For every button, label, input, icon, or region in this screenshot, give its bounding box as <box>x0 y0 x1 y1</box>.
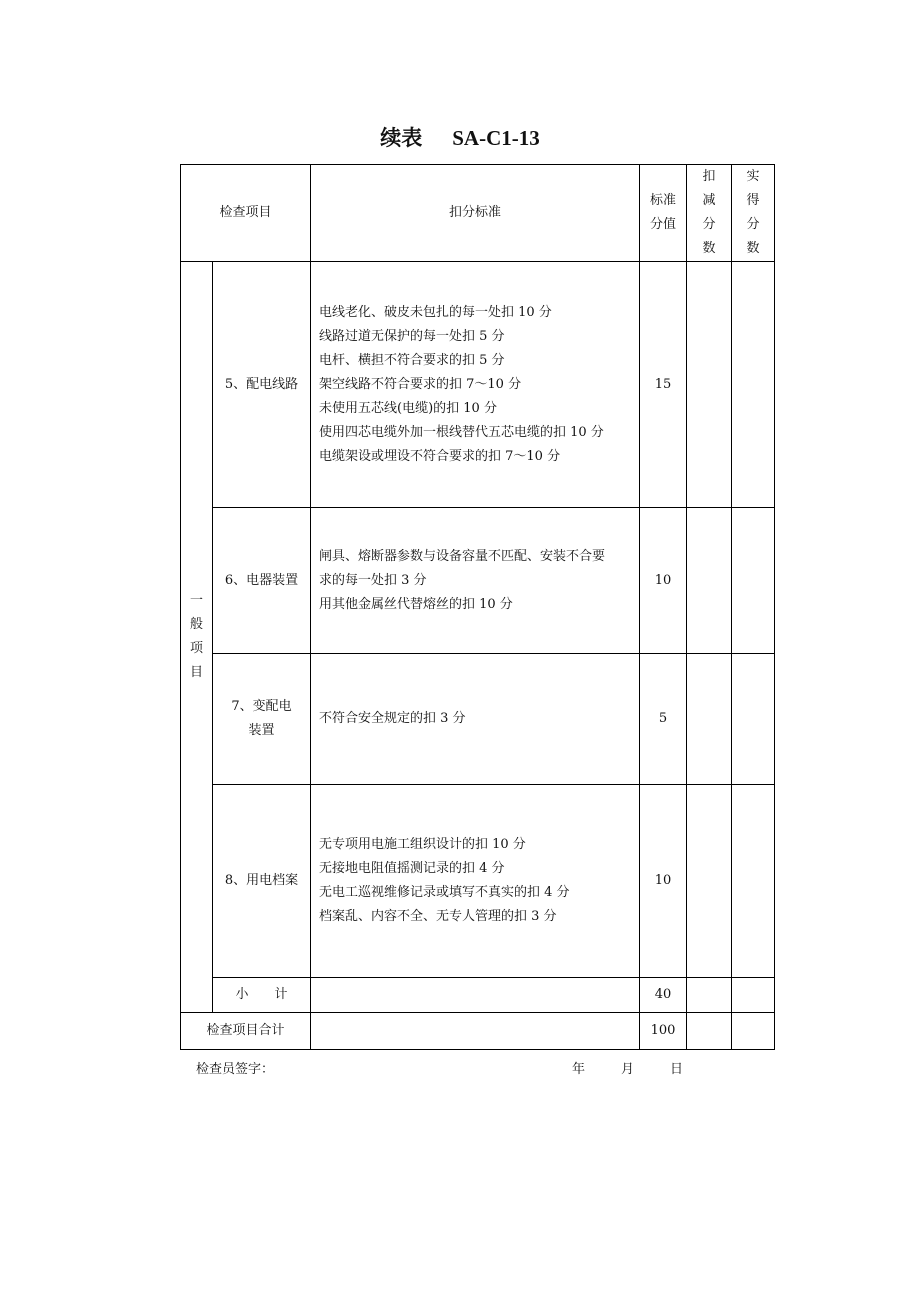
table-row <box>181 654 775 785</box>
table-row <box>181 262 775 508</box>
criteria-line: 电线老化、破皮未包扎的每一处扣 10 分 <box>319 304 552 320</box>
criteria-line: 电杆、横担不符合要求的扣 5 分 <box>319 352 505 368</box>
header-actual-char: 数 <box>746 241 760 256</box>
header-row <box>181 165 775 262</box>
total-score: 100 <box>640 1013 687 1050</box>
criteria-line: 档案乱、内容不全、无专人管理的扣 3 分 <box>319 909 557 924</box>
date-month-label: 月 <box>621 1062 635 1077</box>
subtotal-row <box>181 978 775 1013</box>
subtotal-criteria-cell <box>311 978 640 1013</box>
criteria-line: 求的每一处扣 3 分 <box>319 572 427 588</box>
criteria-line: 无电工巡视维修记录或填写不真实的扣 4 分 <box>319 885 570 900</box>
deduct-cell[interactable] <box>687 785 732 978</box>
total-criteria-cell <box>311 1013 640 1050</box>
header-item: 检查项目 <box>181 165 311 262</box>
subtotal-score: 40 <box>640 978 687 1013</box>
item-label: 7、变配电 <box>231 699 292 714</box>
actual-cell[interactable] <box>732 785 775 978</box>
criteria-line: 架空线路不符合要求的扣 7～10 分 <box>319 376 522 392</box>
deduct-cell[interactable] <box>687 262 732 508</box>
header-actual-char: 实 <box>746 169 760 184</box>
table-row <box>181 508 775 654</box>
category-char: 般 <box>189 617 203 632</box>
actual-cell[interactable] <box>732 508 775 654</box>
subtotal-deduct-cell[interactable] <box>687 978 732 1013</box>
criteria-line: 无接地电阻值摇测记录的扣 4 分 <box>319 861 505 876</box>
title-code: SA-C1-13 <box>452 126 540 150</box>
category-cell <box>181 262 213 1013</box>
category-char: 项 <box>189 641 203 656</box>
total-row <box>181 1013 775 1050</box>
score-cell: 10 <box>640 508 687 654</box>
criteria-cell <box>311 654 640 785</box>
deduct-cell[interactable] <box>687 654 732 785</box>
subtotal-actual-cell[interactable] <box>732 978 775 1013</box>
item-label: 5、配电线路 <box>224 376 299 392</box>
inspection-table <box>180 164 775 1050</box>
header-std-score-line: 标准 <box>649 193 676 208</box>
title-main: 续表 <box>380 126 423 150</box>
header-deduct-char: 数 <box>702 241 716 256</box>
table-row <box>181 785 775 978</box>
date-day-label: 日 <box>670 1062 684 1077</box>
item-cell <box>213 654 311 785</box>
score-cell: 10 <box>640 785 687 978</box>
category-char: 一 <box>189 593 203 608</box>
criteria-line: 闸具、熔断器参数与设备容量不匹配、安装不合要 <box>319 548 606 564</box>
criteria-cell <box>311 262 640 508</box>
total-label: 检查项目合计 <box>181 1013 311 1050</box>
criteria-line: 电缆架设或埋设不符合要求的扣 7～10 分 <box>319 448 561 464</box>
header-actual <box>732 165 775 262</box>
subtotal-label: 小 计 <box>213 978 311 1013</box>
criteria-line: 用其他金属丝代替熔丝的扣 10 分 <box>319 596 513 612</box>
header-deduct-char: 扣 <box>702 169 716 184</box>
total-actual-cell[interactable] <box>732 1013 775 1050</box>
header-deduct <box>687 165 732 262</box>
deduct-cell[interactable] <box>687 508 732 654</box>
criteria-cell <box>311 508 640 654</box>
actual-cell[interactable] <box>732 262 775 508</box>
total-deduct-cell[interactable] <box>687 1013 732 1050</box>
criteria-line: 使用四芯电缆外加一根线替代五芯电缆的扣 10 分 <box>319 424 604 440</box>
actual-cell[interactable] <box>732 654 775 785</box>
score-cell: 5 <box>640 654 687 785</box>
criteria-cell <box>311 785 640 978</box>
header-actual-char: 得 <box>746 193 760 208</box>
header-std-score <box>640 165 687 262</box>
criteria-line: 不符合安全规定的扣 3 分 <box>319 711 466 726</box>
header-actual-char: 分 <box>746 217 760 232</box>
score-cell: 15 <box>640 262 687 508</box>
item-cell <box>213 262 311 508</box>
category-char: 目 <box>189 665 203 680</box>
header-std-score-line: 分值 <box>649 217 676 232</box>
header-deduct-char: 分 <box>702 217 716 232</box>
criteria-line: 线路过道无保护的每一处扣 5 分 <box>319 328 505 344</box>
criteria-line: 无专项用电施工组织设计的扣 10 分 <box>319 837 526 852</box>
date-year-label: 年 <box>572 1062 586 1077</box>
item-label: 6、电器装置 <box>224 572 299 588</box>
page-title <box>0 122 920 152</box>
item-cell <box>213 508 311 654</box>
criteria-line: 未使用五芯线(电缆)的扣 10 分 <box>319 400 497 416</box>
header-criteria: 扣分标准 <box>311 165 640 262</box>
header-deduct-char: 减 <box>702 193 716 208</box>
item-label: 8、用电档案 <box>224 873 299 888</box>
inspector-signature-label: 检查员签字： <box>196 1062 275 1077</box>
item-cell <box>213 785 311 978</box>
item-label: 装置 <box>248 723 275 738</box>
